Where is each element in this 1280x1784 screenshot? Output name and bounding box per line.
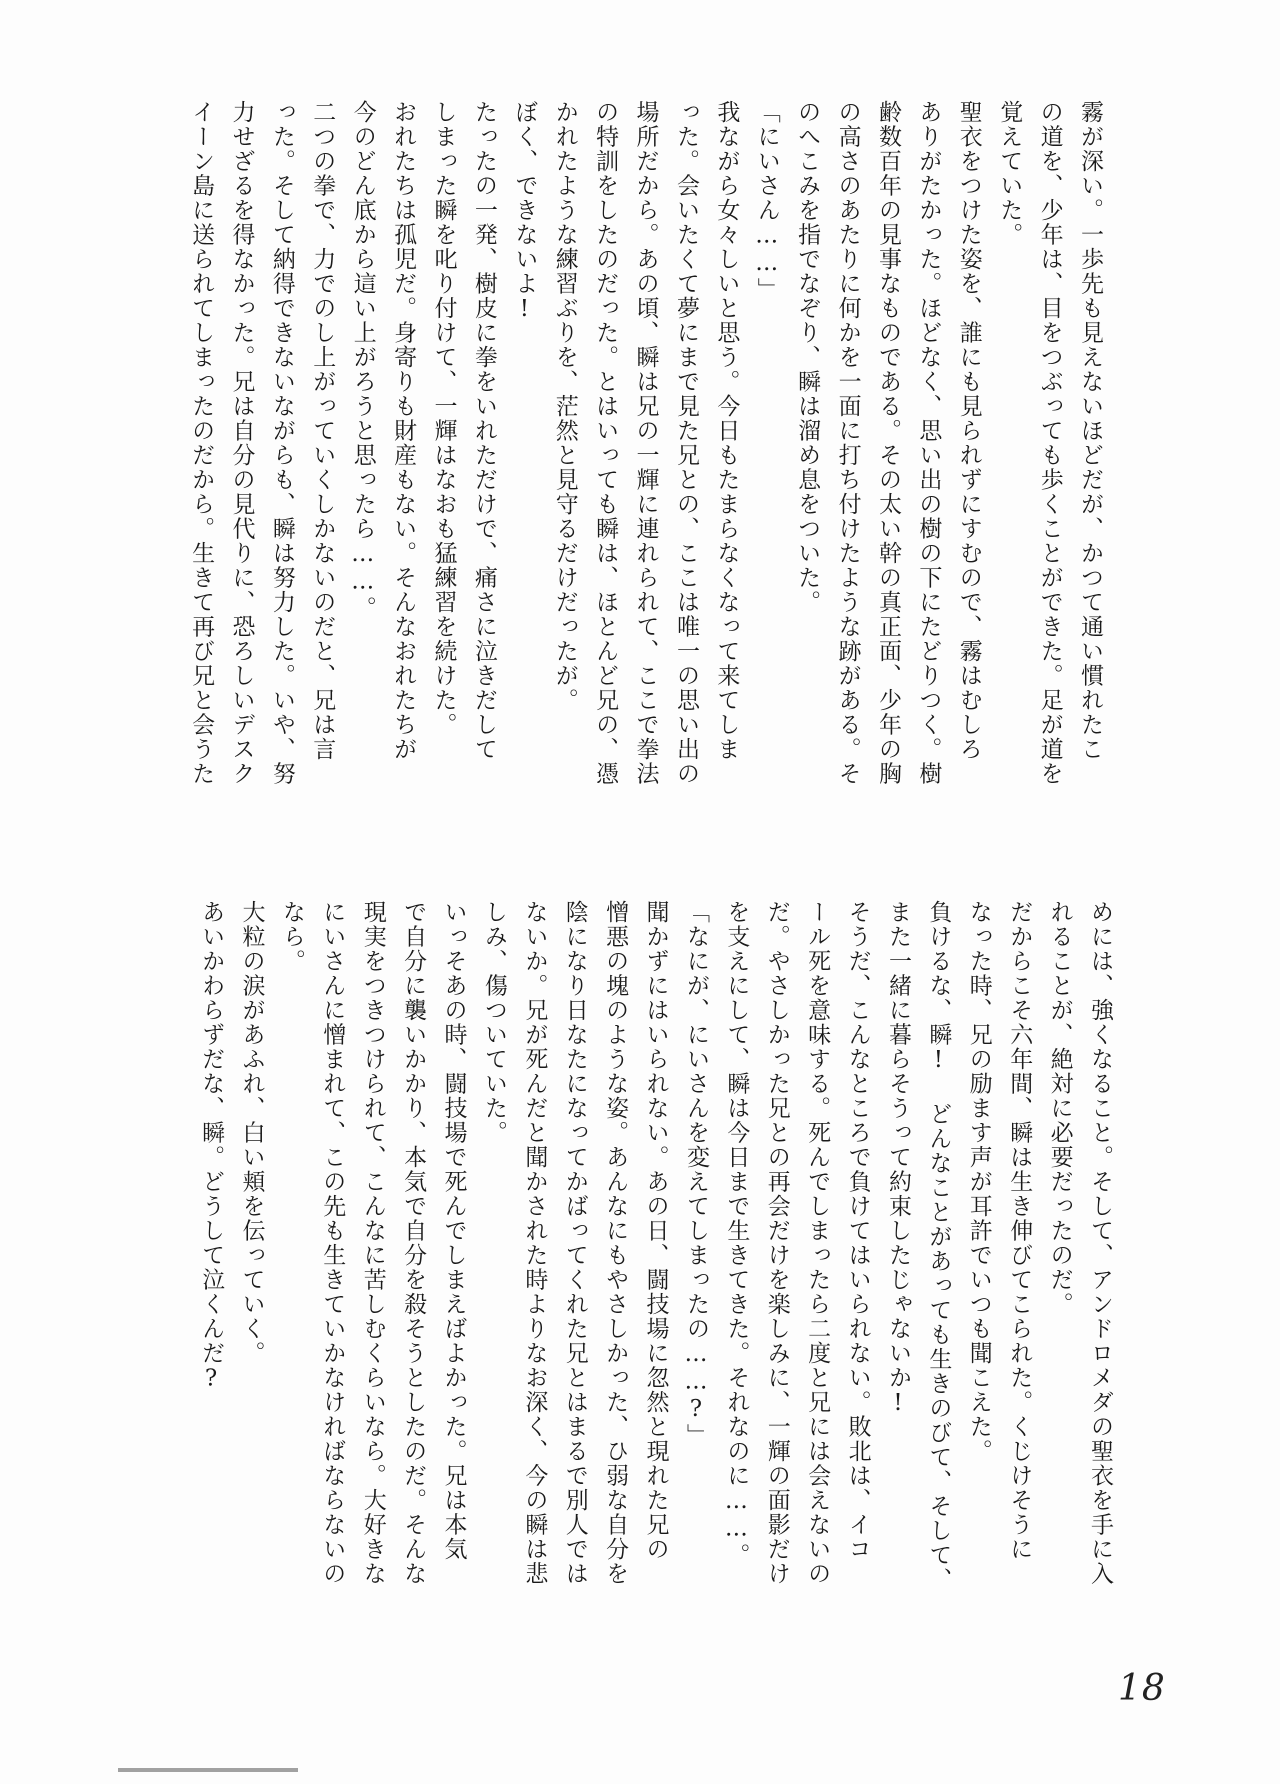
text-line: 現実をつきつけられて、こんなに苦しむくらいなら。大好きな [359,900,386,1586]
text-line: の高さのあたりに何かを一面に打ち付けたような跡がある。そ [834,100,861,786]
text-line: なら。 [278,900,305,974]
text-line: ール死を意味する。死んでしまったら二度と兄には会えないの [804,900,831,1586]
text-line: 力せざるを得なかった。兄は自分の見代りに、恐ろしいデスク [228,100,255,786]
text-line: 憎悪の塊のような姿。あんなにもやさしかった、ひ弱な自分を [602,900,629,1586]
text-line: を支えにして、瞬は今日まで生きてきた。それなのに……。 [723,900,750,1568]
text-line: った。そして納得できないながらも、瞬は努力した。いや、努 [268,100,295,786]
text-line: 覚えていた。 [996,100,1023,247]
text-line: にいさんに憎まれて、この先も生きていかなければならないの [319,900,346,1586]
text-line: 今のどん底から這い上がろうと思ったら……。 [349,100,376,621]
text-line: しみ、傷ついていた。 [480,900,507,1145]
text-line: イーン島に送られてしまったのだから。生きて再び兄と会うた [188,100,215,786]
text-line: たったの一発、樹皮に拳をいれただけで、痛さに泣きだして [470,100,497,762]
text-line: の特訓をしたのだった。とはいっても瞬は、ほとんど兄の、憑 [592,100,619,786]
bottom-rule-divider [118,1768,298,1772]
text-line: 齢数百年の見事なものである。その太い幹の真正面、少年の胸 [874,100,901,786]
text-line: で自分に襲いかかり、本気で自分を殺そうとしたのだ。そんな [400,900,427,1586]
text-line: 「にいさん……」 [753,100,780,302]
text-line: のへこみを指でなぞり、瞬は溜め息をついた。 [794,100,821,615]
text-line: 二つの拳で、力でのし上がっていくしかないのだと、兄は言 [309,100,336,762]
text-line: 負けるな、瞬! どんなことがあっても生きのびて、そして、 [925,900,952,1592]
text-line: いっそあの時、闘技場で死んでしまえばよかった。兄は本気 [440,900,467,1562]
text-line: そうだ、こんなところで負けてはいられない。敗北は、イコ [844,900,871,1562]
text-line: 聞かずにはいられない。あの日、闘技場に忽然と現れた兄の [642,900,669,1562]
text-line: おれたちは孤児だ。身寄りも財産もない。そんなおれたちが [390,100,417,762]
text-line: の道を、少年は、目をつぶっても歩くことができた。足が道を [1036,100,1063,786]
text-line: 大粒の涙があふれ、白い頬を伝っていく。 [238,900,265,1366]
text-line: なった時、兄の励ます声が耳許でいつも聞こえた。 [965,900,992,1464]
text-line: ぼく、できないよ! [511,100,538,324]
text-line: 霧が深い。一歩先も見えないほどだが、かつて通い慣れたこ [1077,100,1103,762]
text-line: だ。やさしかった兄との再会だけを楽しみに、一輝の面影だけ [763,900,790,1586]
page-number: 18 [1118,1668,1166,1709]
text-line: また一緒に暮らそうって約束したじゃないか! [884,900,911,1418]
text-line: ありがたかった。ほどなく、思い出の樹の下にたどりつく。樹 [915,100,942,786]
text-line: 陰になり日なたになってかばってくれた兄とはまるで別人では [561,900,588,1586]
text-line: ないか。兄が死んだと聞かされた時よりなお深く、今の瞬は悲 [521,900,548,1586]
text-line: れることが、絶対に必要だったのだ。 [1046,900,1073,1317]
text-line: だからこそ六年間、瞬は生き伸びてこられた。くじけそうに [1006,900,1033,1562]
text-line: 「なにが、にいさんを変えてしまったの……?」 [682,900,709,1448]
text-line: 場所だから。あの頃、瞬は兄の一輝に連れられて、ここで拳法 [632,100,659,786]
text-line: しまった瞬を叱り付けて、一輝はなおも猛練習を続けた。 [430,100,457,737]
upper-text-block [160,100,1110,860]
text-line: めには、強くなること。そして、アンドロメダの聖衣を手に入 [1087,900,1113,1586]
lower-text-block [170,900,1120,1690]
text-line: あいかわらずだな、瞬。どうして泣くんだ? [198,900,225,1393]
text-line: った。会いたくて夢にまで見た兄との、ここは唯一の思い出の [672,100,699,786]
text-line: 我ながら女々しいと思う。今日もたまらなくなって来てしま [713,100,740,762]
text-line: かれたような練習ぶりを、茫然と見守るだけだったが。 [551,100,578,713]
text-line: 聖衣をつけた姿を、誰にも見られずにすむので、霧はむしろ [955,100,982,762]
